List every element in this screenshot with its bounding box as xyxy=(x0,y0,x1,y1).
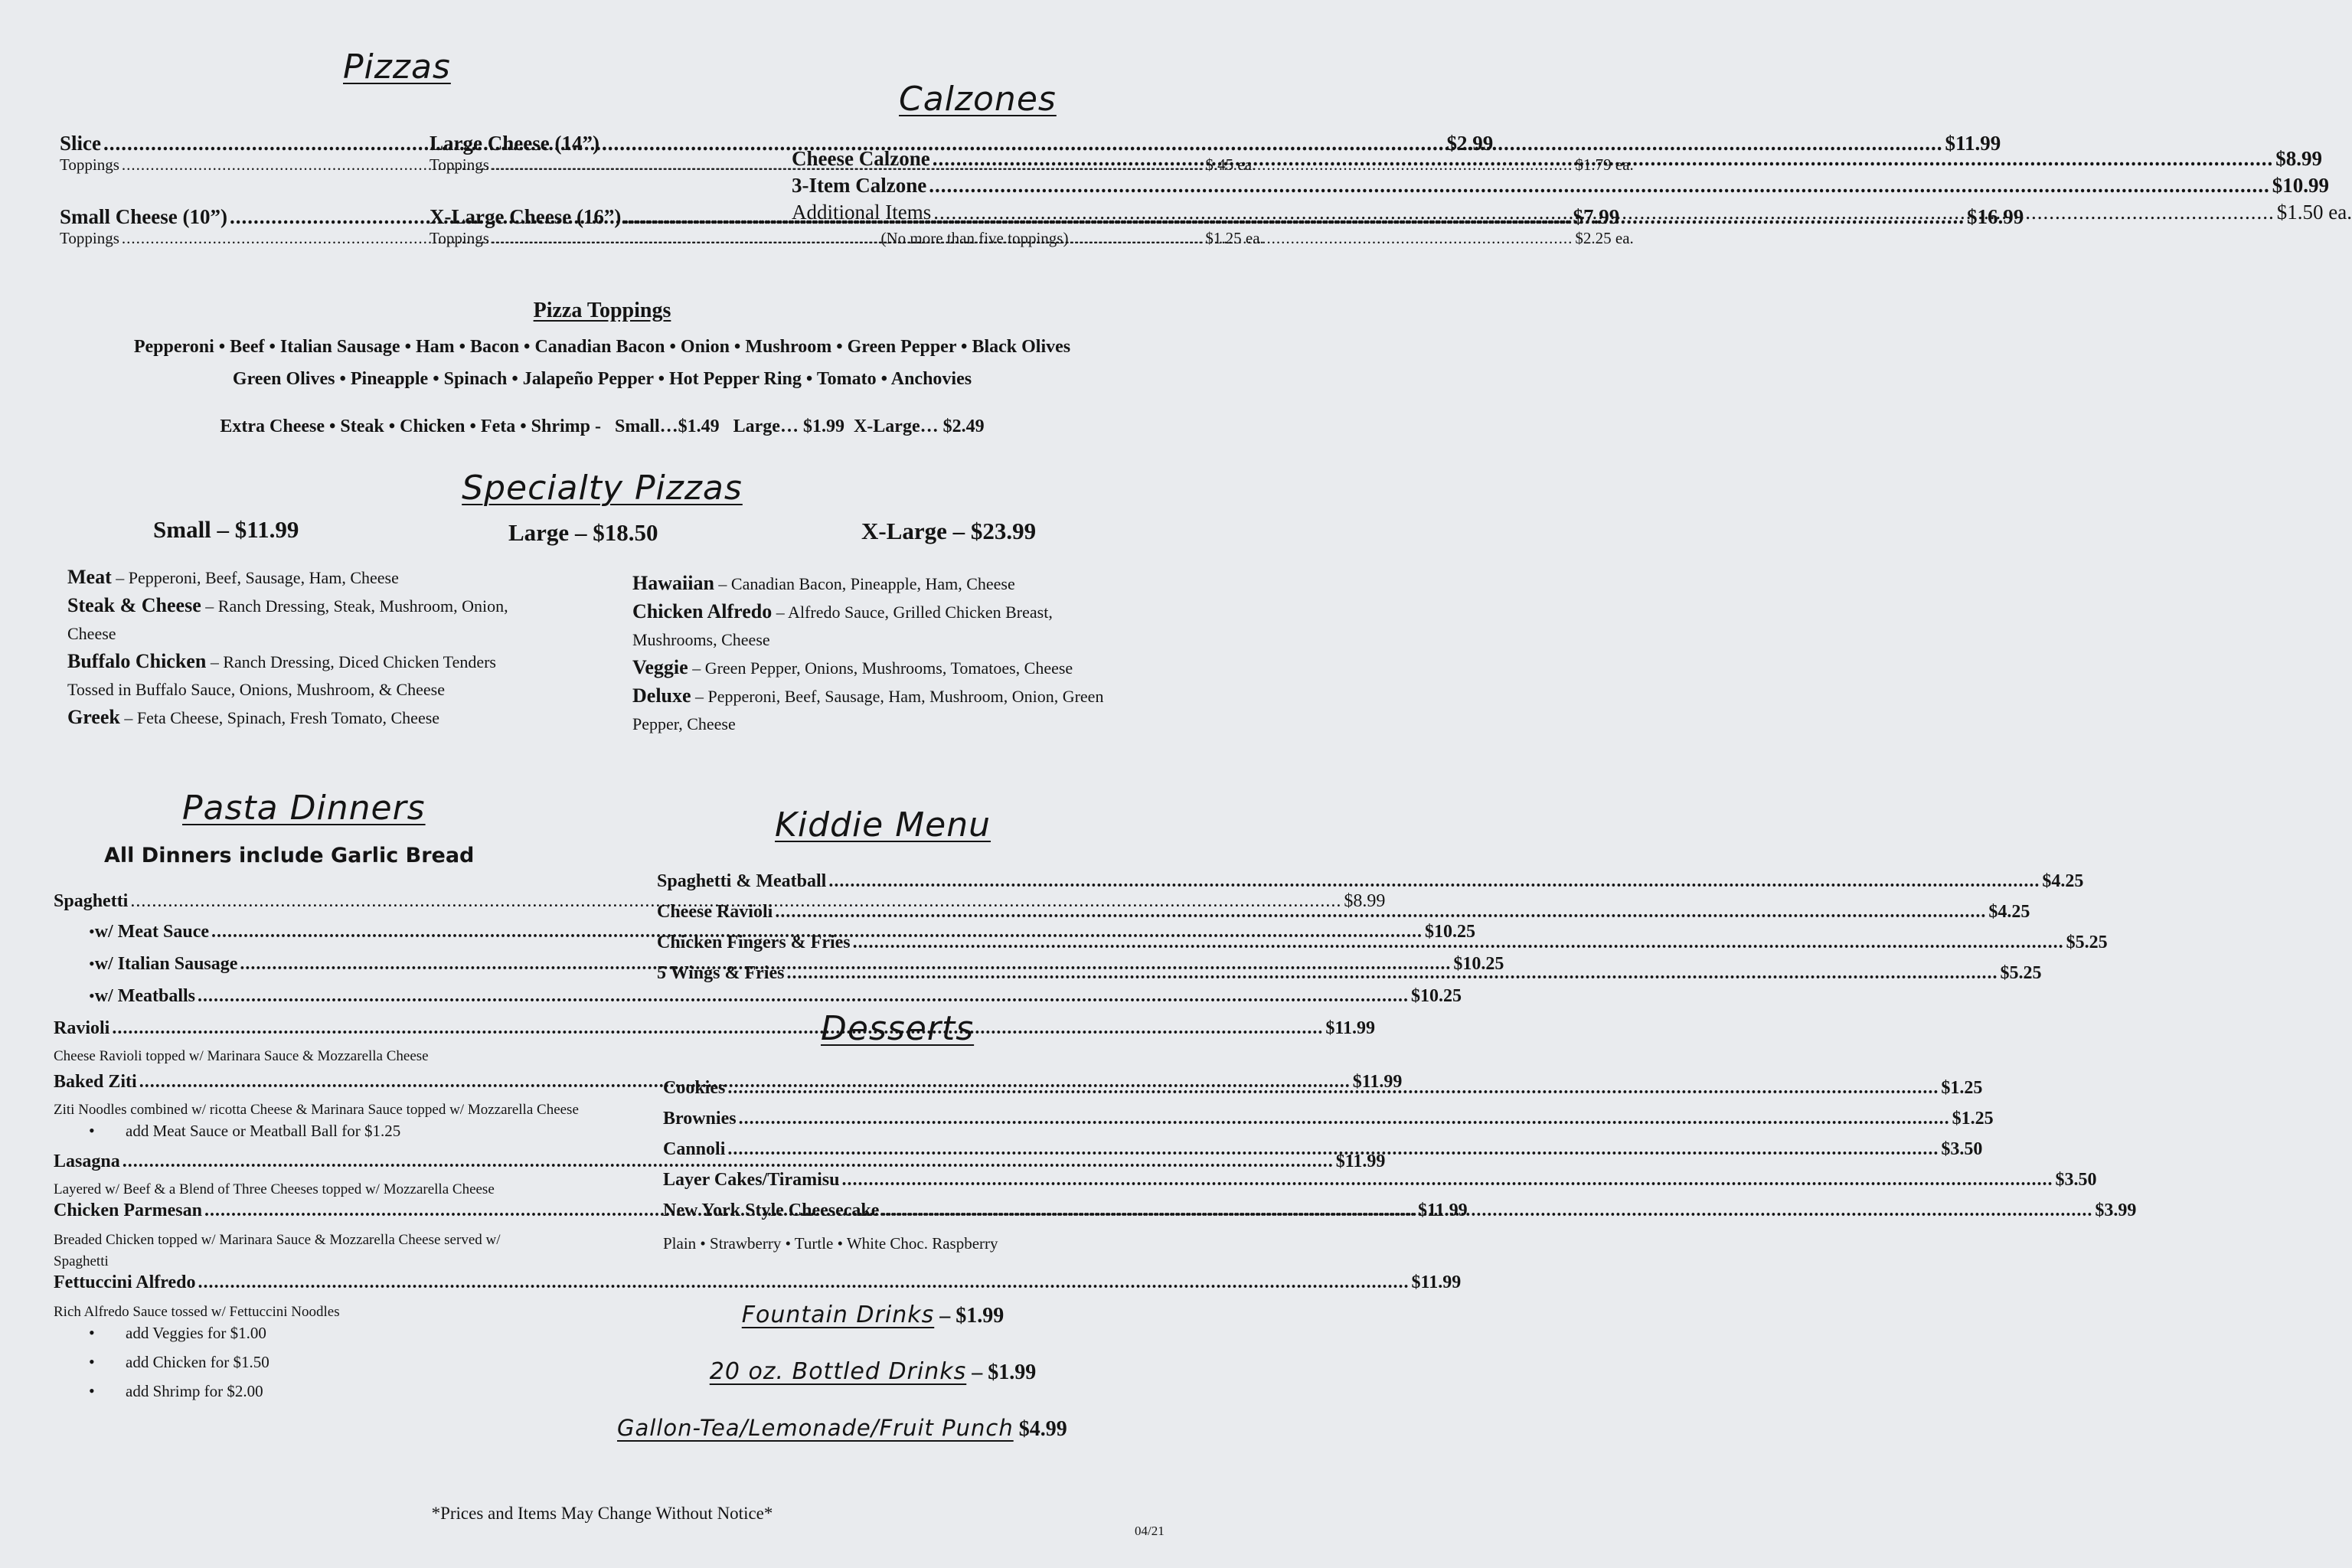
specialty-desc: – Ranch Dressing, Diced Chicken Tenders Tossed in Buffalo Sauce, Onions, Mushroom, & Cheese xyxy=(67,652,496,699)
drink-bottled xyxy=(582,1358,1164,1385)
item-price: $11.99 xyxy=(1945,132,2001,155)
drink-name: 20 oz. Bottled Drinks xyxy=(709,1358,967,1385)
item-name: Small Cheese (10”) xyxy=(60,205,227,228)
specialty-name: Deluxe xyxy=(632,684,691,707)
toppings-heading: Pizza Toppings xyxy=(533,299,671,322)
item-price: $8.99 xyxy=(1344,891,1386,911)
item-price: $11.99 xyxy=(1352,1072,1403,1092)
specialty-name: Veggie xyxy=(632,656,688,678)
item-name: Cheese Calzone xyxy=(792,147,930,170)
item-price: $11.99 xyxy=(1325,1018,1376,1038)
specialty-desc: – Green Pepper, Onions, Mushrooms, Tomatoes, Cheese xyxy=(688,658,1073,678)
item-name: w/ Italian Sausage xyxy=(94,954,238,974)
specialty-name: Steak & Cheese xyxy=(67,594,201,616)
item-name: Cheese Ravioli xyxy=(657,902,773,922)
item-name: Spaghetti & Meatball xyxy=(657,871,827,891)
drink-price: $4.99 xyxy=(1013,1417,1067,1441)
item-price: $10.99 xyxy=(2272,174,2329,197)
item-name: Chicken Parmesan xyxy=(54,1200,202,1220)
item-name: Spaghetti xyxy=(54,891,129,911)
item-price: $10.25 xyxy=(1411,986,1462,1006)
specialty-item xyxy=(67,648,527,704)
item-price: $4.25 xyxy=(1988,902,2030,922)
drink-gallon xyxy=(617,1415,1067,1442)
specialty-left-list xyxy=(67,564,527,732)
addon: add Shrimp for $2.00 xyxy=(126,1382,263,1400)
item-name: Layer Cakes/Tiramisu xyxy=(663,1170,840,1190)
specialty-name: Greek xyxy=(67,706,120,728)
pizzas-heading: Pizzas xyxy=(343,47,451,87)
price-notice: *Prices and Items May Change Without Notice* xyxy=(431,1504,773,1523)
specialty-desc: – Pepperoni, Beef, Sausage, Ham, Cheese xyxy=(111,568,399,587)
cheesecake-flavors: Plain • Strawberry • Turtle • White Choc. Raspberry xyxy=(663,1234,998,1253)
item-name: Lasagna xyxy=(54,1152,120,1171)
toppings-price: $.45 ea. xyxy=(1205,155,1256,174)
item-desc: Breaded Chicken topped w/ Marinara Sauce & Mozzarella Cheese served w/ Spaghetti xyxy=(54,1232,501,1269)
toppings-label: Toppings xyxy=(430,229,489,247)
item-name: Brownies xyxy=(663,1109,737,1129)
item-name: Cookies xyxy=(663,1078,726,1098)
item-name: Additional Items xyxy=(792,201,932,224)
pasta-list: Spaghetti ..... $8.99 • w/ Meat Sauce ..... $10.25 • w/ Italian Sausage ..... $10.25 • w/ Meatballs ..... $10.25 Ravioli ..... $11.99 Cheese Ravioli topped w/ Marinara Sauce & Mozzarella Cheese Baked Ziti ..... $11.99 Ziti Noodles combined w/ ricotta Cheese & Marinara Sauce topped w/ Mozzarella Cheese • add Meat Sauce or Meatball Ball for $1.25 Lasagna ..... $11.99 Layered w/ Beef & a Blend of Three Cheeses topped w/ Mozzarella Cheese Chicken Parmesan ..... $11.99 Breaded Chicken topped w/ Marinara Sauce & Mozzarella Cheese served w/ Spaghetti Fettuccini Alfredo ..... $11.99 Rich Alfredo Sauce tossed w/ Fettuccini Noodles • add Veggies for $1.00 • add Chicken for $1.50 • add Shrimp for $2.00 xyxy=(54,891,551,1410)
specialty-name: Chicken Alfredo xyxy=(632,600,773,622)
item-price: $10.25 xyxy=(1453,954,1504,974)
item-name: w/ Meat Sauce xyxy=(94,922,209,942)
toppings-extra: Extra Cheese • Steak • Chicken • Feta • Shrimp - Small…$1.49 Large… $1.99 X-Large… $2.49 xyxy=(220,416,985,436)
specialty-xlarge-price: X-Large – $23.99 xyxy=(861,518,1037,544)
addon: add Chicken for $1.50 xyxy=(126,1353,270,1371)
item-price: $5.25 xyxy=(2066,933,2108,952)
item-price: $3.50 xyxy=(1941,1139,1983,1159)
specialty-desc: – Pepperoni, Beef, Sausage, Ham, Mushroom, Onion, Green Pepper, Cheese xyxy=(632,687,1104,733)
item-price: $10.25 xyxy=(1425,922,1475,942)
item-desc: Layered w/ Beef & a Blend of Three Cheeses topped w/ Mozzarella Cheese xyxy=(54,1181,495,1197)
toppings-label: Toppings xyxy=(430,155,489,174)
specialty-item xyxy=(632,654,1138,682)
item-price: $5.25 xyxy=(2000,963,2042,983)
specialty-name: Hawaiian xyxy=(632,572,714,594)
toppings-label: Toppings xyxy=(60,229,119,247)
drink-price: – $1.99 xyxy=(966,1361,1037,1384)
item-price: $1.25 xyxy=(1952,1109,1994,1129)
toppings-line1: Pepperoni • Beef • Italian Sausage • Ham • Bacon • Canadian Bacon • Onion • Mushroom • Green Pepper • Black Olives xyxy=(133,337,1071,357)
item-desc: Ziti Noodles combined w/ ricotta Cheese & Marinara Sauce topped w/ Mozzarella Cheese xyxy=(54,1102,579,1118)
item-price: $4.25 xyxy=(2042,871,2084,891)
item-name: Cannoli xyxy=(663,1139,726,1159)
item-desc: Cheese Ravioli topped w/ Marinara Sauce & Mozzarella Cheese xyxy=(54,1048,429,1064)
item-name: w/ Meatballs xyxy=(94,986,196,1006)
pasta-heading: Pasta Dinners xyxy=(182,789,426,828)
toppings-line2: Green Olives • Pineapple • Spinach • Jalapeño Pepper • Hot Pepper Ring • Tomato • Anchovies xyxy=(232,369,972,389)
toppings-label: Toppings xyxy=(60,155,119,174)
calzones-note: (No more than five toppings) xyxy=(880,229,1069,247)
item-price: $11.99 xyxy=(1411,1272,1462,1292)
drink-price: – $1.99 xyxy=(934,1304,1004,1328)
specialty-desc: – Canadian Bacon, Pineapple, Ham, Cheese xyxy=(714,574,1015,593)
specialty-name: Buffalo Chicken xyxy=(67,650,207,672)
drink-fountain xyxy=(582,1302,1164,1328)
specialty-item xyxy=(67,704,527,732)
specialty-right-list xyxy=(632,570,1138,738)
item-price: $11.99 xyxy=(1335,1152,1386,1171)
item-price: $3.99 xyxy=(2095,1200,2137,1220)
specialty-large-price: Large – $18.50 xyxy=(508,519,658,546)
item-name: Slice xyxy=(60,132,101,155)
specialty-small-price: Small – $11.99 xyxy=(153,516,299,543)
addon: add Veggies for $1.00 xyxy=(126,1324,266,1342)
item-price: $2.99 xyxy=(1446,132,1494,155)
specialty-item xyxy=(67,592,527,648)
specialty-item xyxy=(67,564,527,592)
item-name: Baked Ziti xyxy=(54,1072,137,1092)
addon: add Meat Sauce or Meatball Ball for $1.25 xyxy=(126,1122,401,1140)
item-price: $3.50 xyxy=(2055,1170,2097,1190)
item-name: X-Large Cheese (16”) xyxy=(430,205,622,228)
specialty-desc: – Ranch Dressing, Steak, Mushroom, Onion, Cheese xyxy=(67,596,508,643)
item-price: $16.99 xyxy=(1966,205,2024,228)
specialty-item xyxy=(632,682,1138,738)
toppings-price: $1.79 ea. xyxy=(1575,155,1634,174)
item-name: Fettuccini Alfredo xyxy=(54,1272,196,1292)
item-price: $11.99 xyxy=(1418,1200,1468,1220)
specialty-name: Meat xyxy=(67,566,112,588)
item-price: $1.50 ea. xyxy=(2276,201,2352,224)
kiddie-heading: Kiddie Menu xyxy=(775,805,991,844)
item-name: 5 Wings & Fries xyxy=(657,963,785,983)
specialty-desc: – Alfredo Sauce, Grilled Chicken Breast, Mushrooms, Cheese xyxy=(632,603,1053,649)
item-name: Chicken Fingers & Fries xyxy=(657,933,851,952)
item-name: Large Cheese (14”) xyxy=(430,132,599,155)
item-price: $8.99 xyxy=(2275,147,2322,170)
item-name: 3-Item Calzone xyxy=(792,174,927,197)
toppings-price: $1.25 ea. xyxy=(1205,229,1264,247)
item-name: New York Style Cheesecake xyxy=(663,1200,880,1220)
pasta-subtitle: All Dinners include Garlic Bread xyxy=(104,844,475,867)
item-name: Ravioli xyxy=(54,1018,110,1038)
drink-name: Fountain Drinks xyxy=(741,1302,935,1328)
menu-date: 04/21 xyxy=(1135,1524,1165,1538)
specialty-heading: Specialty Pizzas xyxy=(462,469,743,508)
desserts-heading: Desserts xyxy=(821,1009,975,1048)
specialty-desc: – Feta Cheese, Spinach, Fresh Tomato, Cheese xyxy=(119,708,440,727)
specialty-item xyxy=(632,570,1138,598)
calzones-heading: Calzones xyxy=(899,80,1057,119)
toppings-price: $2.25 ea. xyxy=(1575,229,1634,247)
item-price: $7.99 xyxy=(1573,205,1620,228)
specialty-item xyxy=(632,598,1138,654)
item-price: $1.25 xyxy=(1941,1078,1983,1098)
drink-name: Gallon-Tea/Lemonade/Fruit Punch xyxy=(617,1415,1014,1441)
item-desc: Rich Alfredo Sauce tossed w/ Fettuccini Noodles xyxy=(54,1304,340,1320)
